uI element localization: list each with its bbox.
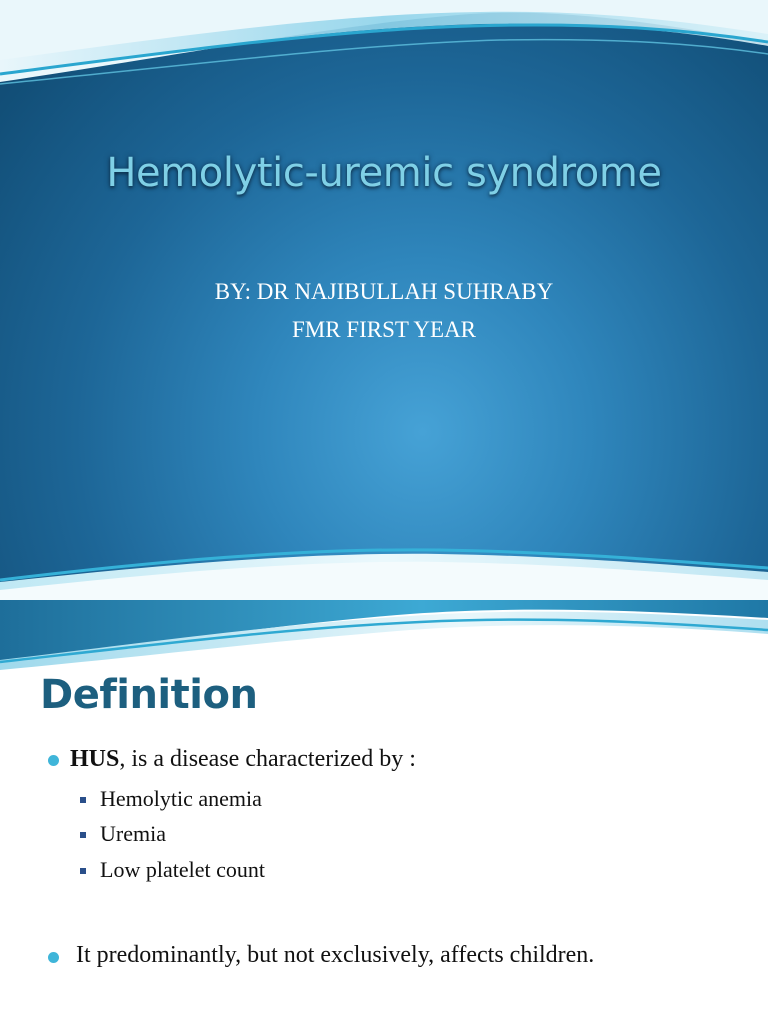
bullet-text xyxy=(70,746,416,773)
sub-bullet-text: Uremia xyxy=(100,821,166,846)
square-bullet-icon xyxy=(80,832,86,838)
presentation-title: Hemolytic-uremic syndrome xyxy=(106,150,662,196)
bullet-text: It predominantly, but not exclusively, affects children. xyxy=(76,942,595,968)
affiliation-line: FMR FIRST YEAR xyxy=(291,317,477,342)
slide-heading: Definition xyxy=(40,672,258,718)
author-line: BY: DR NAJIBULLAH SUHRABY xyxy=(214,279,554,304)
bullet-dot-icon xyxy=(48,952,59,963)
square-bullet-icon xyxy=(80,868,86,874)
sub-bullet-text: Low platelet count xyxy=(100,857,265,882)
square-bullet-icon xyxy=(80,797,86,803)
bold-term: HUS xyxy=(70,746,120,772)
bullet-text-rest: , is a disease characterized by : xyxy=(119,746,416,772)
top-band-decoration xyxy=(0,600,768,670)
sub-bullet-text: Hemolytic anemia xyxy=(100,786,262,811)
bottom-wave-decoration xyxy=(0,520,768,600)
top-wave-decoration xyxy=(0,0,768,100)
definition-slide xyxy=(0,600,768,1024)
bullet-dot-icon xyxy=(48,755,59,766)
